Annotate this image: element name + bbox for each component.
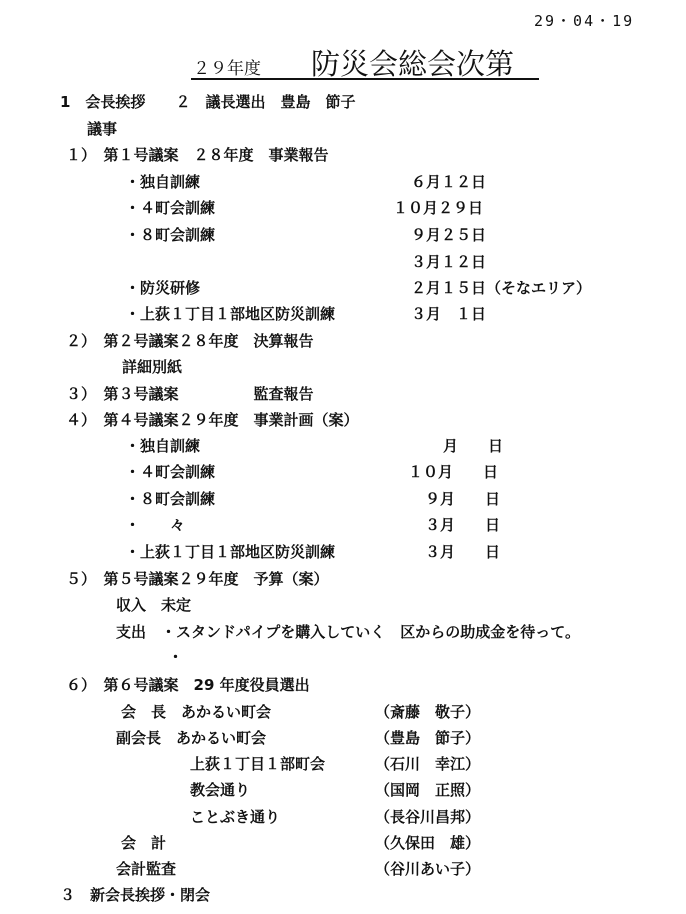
list-item-date: ９月 日 bbox=[425, 490, 501, 508]
agenda-item-1: １） 第１号議案 ２８年度 事業報告 bbox=[66, 146, 329, 164]
officer-name: （谷川あい子） bbox=[375, 860, 481, 878]
officer-role: 副会長 あかるい町会 bbox=[116, 729, 267, 747]
list-item: ・上荻１丁目１部地区防災訓練 bbox=[125, 305, 336, 323]
officer-role: 教会通り bbox=[190, 781, 251, 799]
document-date: 29・04・19 bbox=[534, 12, 635, 30]
officer-role: 会計監査 bbox=[116, 860, 177, 878]
list-item: ・４町会訓練 bbox=[125, 463, 216, 481]
list-item: ・独自訓練 bbox=[125, 437, 201, 455]
agenda-item-6: ６） 第６号議案 29 年度役員選出 bbox=[66, 676, 310, 694]
agenda-item-2: ２） 第２号議案２８年度 決算報告 bbox=[66, 332, 314, 350]
title-underline bbox=[191, 78, 539, 80]
agenda-item-4: ４） 第４号議案２９年度 事業計画（案） bbox=[66, 411, 359, 429]
list-item-date: １０月２９日 bbox=[393, 199, 484, 217]
list-item: ・４町会訓練 bbox=[125, 199, 216, 217]
agenda-item-2-detail: 詳細別紙 bbox=[122, 358, 183, 376]
title-year: ２９年度 bbox=[193, 59, 261, 79]
budget-income: 収入 未定 bbox=[116, 596, 192, 614]
officer-name: （石川 幸江） bbox=[375, 755, 481, 773]
list-item-date: ２月１５日（そなエリア） bbox=[411, 279, 592, 297]
officer-name: （豊島 節子） bbox=[375, 729, 481, 747]
officer-role: ことぶき通り bbox=[190, 808, 281, 826]
agenda-heading: 議事 bbox=[87, 120, 118, 138]
budget-expense-bullet: ・ bbox=[168, 648, 184, 666]
list-item-date: ９月２５日 bbox=[411, 226, 487, 244]
title-main: 防災会総会次第 bbox=[311, 47, 515, 81]
officer-role: 上荻１丁目１部町会 bbox=[190, 755, 326, 773]
officer-name: （斎藤 敬子） bbox=[375, 703, 481, 721]
opening-line: 1 会長挨拶 ２ 議長選出 豊島 節子 bbox=[60, 93, 356, 111]
list-item-date: ３月 日 bbox=[425, 516, 501, 534]
list-item-date: ６月１２日 bbox=[411, 173, 487, 191]
agenda-item-5: ５） 第５号議案２９年度 予算（案） bbox=[66, 570, 329, 588]
list-item: ・８町会訓練 bbox=[125, 490, 216, 508]
agenda-item-3: ３） 第３号議案 監査報告 bbox=[66, 385, 314, 403]
list-item: ・防災研修 bbox=[125, 279, 201, 297]
list-item-date: ３月 日 bbox=[425, 543, 501, 561]
list-item: ・８町会訓練 bbox=[125, 226, 216, 244]
budget-expense: 支出 ・スタンドパイプを購入していく 区からの助成金を待って。 bbox=[116, 623, 580, 641]
officer-name: （長谷川昌邦） bbox=[375, 808, 481, 826]
list-item: ・ 々 bbox=[125, 516, 186, 534]
list-item-date: １０月 日 bbox=[408, 463, 499, 481]
officer-name: （国岡 正照） bbox=[375, 781, 481, 799]
list-item-date: ３月１２日 bbox=[411, 253, 487, 271]
officer-name: （久保田 雄） bbox=[375, 834, 481, 852]
officer-role: 会 計 bbox=[121, 834, 167, 852]
list-item-date: ３月 １日 bbox=[411, 305, 487, 323]
officer-role: 会 長 あかるい町会 bbox=[121, 703, 272, 721]
list-item: ・上荻１丁目１部地区防災訓練 bbox=[125, 543, 336, 561]
list-item: ・独自訓練 bbox=[125, 173, 201, 191]
closing-line: ３ 新会長挨拶・閉会 bbox=[60, 886, 211, 904]
list-item-date: 月 日 bbox=[443, 437, 504, 455]
